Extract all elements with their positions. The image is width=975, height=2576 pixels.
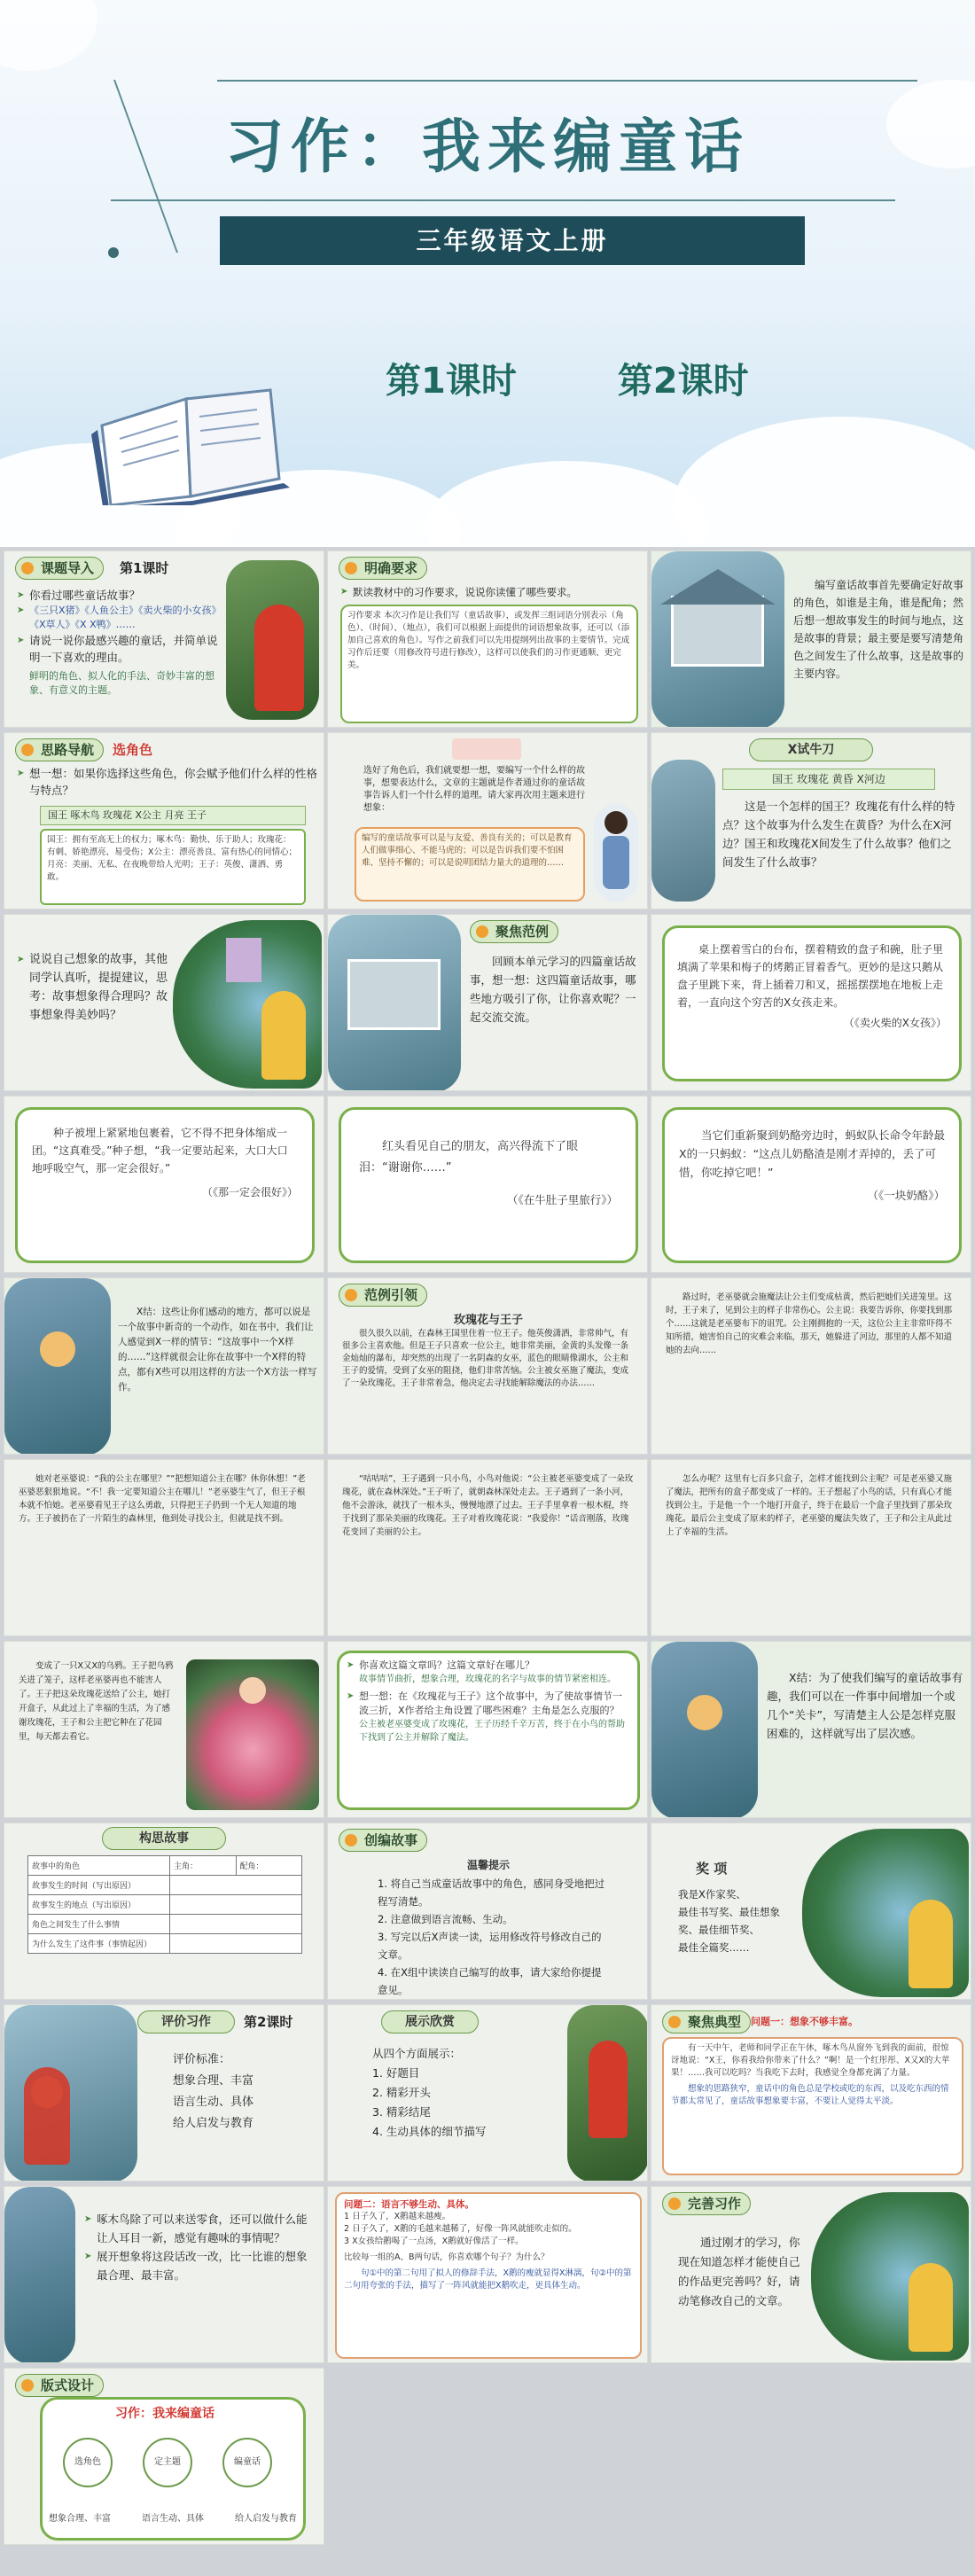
slide-excerpt-cow: [327, 1096, 648, 1273]
table-cell[interactable]: 配角：: [236, 1856, 302, 1876]
slide-try-writing: [651, 732, 971, 909]
fairy-illustration: [4, 2187, 75, 2363]
lesson-2-link[interactable]: 第2课时: [617, 361, 749, 402]
slide-story-outline: [4, 1823, 324, 2000]
excerpt-source: （《那一定会很好》）: [201, 1186, 298, 1198]
tip-item: 4. 在X组中读读自己编写的故事，请大家给你提提意见。: [378, 1966, 602, 1996]
theme-text: 选好了角色后，我们就要想一想，要编写一个什么样的故事，想要表达什么，文章的主题就是作者通过你的童话故事告诉人们一个什么样的道理。请大家再次用主题来进行想象：: [363, 766, 585, 813]
slide-tag: 课题导入: [15, 557, 104, 580]
board-label: 给人启发与教育: [235, 2514, 297, 2524]
showcase-item: 3. 精彩结尾: [372, 2105, 431, 2119]
table-cell[interactable]: [170, 1876, 302, 1895]
tip-item: 3. 写完以后X声读一读，运用修改符号修改自己的文章。: [378, 1931, 602, 1961]
slide-tag: 评价习作: [137, 2010, 235, 2033]
board-node: 选角色: [63, 2438, 113, 2487]
board-node: 编童话: [222, 2438, 272, 2487]
slide-summary-1: [4, 1277, 324, 1455]
excerpt-box: [662, 925, 962, 1081]
slide-tag: 范例引领: [339, 1284, 427, 1307]
slide-tag: 聚焦典型: [662, 2010, 751, 2033]
excerpt-text: 当它们重新聚到奶酪旁边时，蚂蚁队长命令年龄最X的一只蚂蚁：“这点儿奶酪渣是刚才弄掉的，丢了可惜，你吃掉它吧！”: [679, 1128, 946, 1179]
girl-illustration: [594, 804, 638, 902]
model-text: 她对老巫婆说：“我的公主在哪里？”“把想知道公主在哪？休你休想！”老巫婆恶狠狠地说。“不！我一定要知道公主在哪儿！”老巫婆生气了，但王子根本就不怕她。老巫婆看见王子这么勇敢，只得把王子扔到一个无人知道的地方。王子被扔在了一片陌生的森林里，他到处寻找公主，但就是找不到。: [19, 1474, 306, 1524]
cottage-illustration: [651, 551, 784, 728]
summary-text: X结：这些让你们感动的地方，都可以说是一个故事中新奇的一个动作，如在书中，我们让人感觉到X一样的情节：“这故事中一个X样的……”这样就很会让你在故事中一个X样的特点，都有X些可以用这样的方法一个X方法一样写作。: [118, 1307, 317, 1393]
slide-tag: 思路导航: [15, 738, 104, 761]
showcase-item: 4. 生动具体的细节描写: [372, 2125, 487, 2138]
model-title: 玫瑰花与王子: [453, 1314, 523, 1327]
question-text: ➤ 你看过哪些童话故事？: [17, 587, 221, 604]
slide-subtitle: 第1课时: [120, 560, 169, 576]
table-cell[interactable]: [170, 1915, 302, 1934]
board-node: 定主题: [143, 2438, 192, 2487]
board-title: 习作：我来编童话: [115, 2407, 214, 2421]
question-text: ➤ 想一想：如果你选择这些角色，你会赋予他们什么样的性格与特点？: [17, 765, 318, 799]
red-riding-hood-illustration: [226, 560, 319, 720]
problem-heading: 问题二：语言不够生动、具体。: [344, 2199, 474, 2210]
decor-line: [111, 199, 895, 201]
lesson-links: [386, 353, 838, 403]
slide-excerpt-seed: [4, 1096, 324, 1273]
role-list: 国王 啄木鸟 玫瑰花 X公主 月亮 王子: [40, 806, 306, 825]
rose-illustration: [186, 1659, 319, 1810]
slide-model-text-3: [4, 1459, 324, 1636]
problem-box: [335, 2192, 642, 2359]
slide-awards: [651, 1823, 971, 2000]
girl-cottage-illustration: [4, 2005, 137, 2182]
model-text: 变成了一只X又X的乌鸦。王子把乌鸦关进了笼子，这样老巫婆再也不能害人了。王子把这朵玫瑰花送给了公主，她打开盒子，从此过上了幸福的生活，为了感谢玫瑰花，王子和公主把它种在了花园里，每天都去看它。: [19, 1661, 174, 1742]
slide-tag: 明确要求: [339, 557, 427, 580]
slide-showcase: [327, 2004, 648, 2182]
answer-note: 故事情节曲折，想象合理，玫瑰花的名字与故事的情节紧密相连。: [359, 1674, 616, 1684]
slide-rewrite-task: [4, 2186, 324, 2363]
cloud-shape: [674, 417, 975, 547]
side-illustration: [651, 760, 715, 902]
excerpt-box: [662, 1107, 962, 1263]
table-cell: 角色之间发生了什么事情: [28, 1915, 170, 1934]
slide-lesson-intro: [4, 550, 324, 728]
criteria-heading: 评价标准：: [173, 2053, 231, 2066]
task-item: ➤ 展开想象将这段话改一改，比一比谁的想象最合理、最丰富。: [84, 2247, 315, 2284]
castle-garden-illustration: [173, 920, 322, 1089]
castle-garden-illustration: [811, 2192, 969, 2361]
slide-discuss-model: [327, 1641, 648, 1818]
cloud-shape: [0, 0, 98, 71]
castle-garden-illustration: [802, 1829, 969, 1997]
criteria-item: 语言生动、具体: [173, 2096, 254, 2109]
story-list: ➤ 《三只X猪》《人鱼公主》《卖火柴的小女孩》《X草人》《X X鸭》……: [17, 604, 221, 632]
instruction-text: ➤ 默读教材中的习作要求，说说你读懂了哪些要求。: [340, 585, 638, 599]
tip-item: 1. 将自己当成童话故事中的角色，感同身受地把过程写清楚。: [378, 1877, 605, 1908]
answer-note: 鲜明的角色、拟人化的手法、奇妙丰富的想象、有意义的主题。: [29, 670, 214, 696]
slide-story-elements: [651, 550, 971, 728]
award-item: 最佳书写奖、最佳想象奖、最佳细节奖、: [678, 1906, 780, 1936]
focus-text: 回顾本单元学习的四篇童话故事，想一想：这四篇童话故事，哪些地方吸引了你，让你喜欢呢？一起交流交流。: [470, 955, 636, 1024]
excerpt-box: [15, 1107, 315, 1263]
tip-item: 2. 注意做到语言流畅、生动。: [378, 1913, 513, 1925]
decor-dot: [108, 247, 119, 258]
role-list: 国王 玫瑰花 黄昏 X河边: [722, 769, 935, 790]
excerpt-text: 种子被埋上紧紧地包裹着，它不得不把身体缩成一团。“这真难受。”种子想，“我一定要站起来，大口大口地呼吸空气，那一定会很好。”: [32, 1127, 288, 1175]
question-text: ➤ 想一想：在《玫瑰花与王子》这个故事中，为了使故事情节一波三折，X作者给主角设置了哪些困难？主角是怎么克服的？: [347, 1690, 630, 1718]
table-cell: 故事发生的时间（写出原因）: [28, 1876, 170, 1895]
slide-subtitle: 选角色: [113, 742, 153, 758]
excerpt-source: （《在牛肚子里旅行》）: [506, 1193, 618, 1206]
criteria-item: 想象合理、丰富: [173, 2074, 254, 2088]
table-cell: 故事发生的地点（写出原因）: [28, 1895, 170, 1915]
table-cell[interactable]: 主角：: [170, 1856, 237, 1876]
question-text: ➤ 请说一说你最感兴趣的童话，并简单说明一下喜欢的理由。: [17, 632, 221, 666]
question-text: 比较每一组的A、B两句话，你喜欢哪个句子？为什么？: [344, 2252, 550, 2262]
slide-subtitle: X试牛刀: [749, 738, 873, 761]
showcase-item: 1. 好题目: [372, 2066, 420, 2080]
try-writing-text: 这是一个怎样的国王？玫瑰花有什么样的特点？这个故事为什么发生在黄昏？为什么在X河边？国王和玫瑰花X间发生了什么故事？他们之间发生了什么故事？: [722, 800, 956, 869]
role-detail-box: [40, 829, 306, 905]
lesson-1-link[interactable]: 第1课时: [386, 361, 517, 402]
slide-tag: 完善习作: [662, 2192, 751, 2215]
slide-tag: 版式设计: [15, 2374, 104, 2397]
answer-note: 句①中的第二句用了拟人的修辞手法，X鹅的瘦就显得X淋漓，句②中的第二句用夸张的手法，描写了一阵风就能把X鹅吹走，更具体生动。: [344, 2268, 632, 2291]
open-book-icon: [84, 372, 297, 505]
cover-title: 习作：我来编童话: [225, 112, 750, 181]
role-detail-text: 国王：拥有至高无上的权力；啄木鸟：勤快、乐于助人；玫瑰花：有刺、娇艳漂亮、易受伤；X公主：漂亮善良、富有热心的同情心；月亮：美丽、无私、在夜晚带给人光明；王子：英俊、潇洒、勇敢。: [47, 835, 298, 882]
slide-typical-problem-2: [327, 2186, 648, 2363]
slide-tag: 构思故事: [102, 1827, 226, 1850]
model-text: 很久很久以前，在森林王国里住着一位王子。他英俊潇洒，非常帅气，有很多公主喜欢他。但是王子只喜欢一位公主，她非常美丽，金黄的头发像一条金灿灿的瀑布，却突然的出现了一名阴森的女巫，蓝色的眼睛像湖水，公主和王子的爱情，受到了女巫的阻挠，他们非常苦恼。公主被女巫施了魔法，变成了一朵玫瑰花，王子非常着急，他决定去寻找能解除魔法的办法……: [342, 1329, 629, 1388]
model-text: “咕咕咕”，王子遇到一只小鸟，小鸟对他说：“公主被老巫婆变成了一朵玫瑰花，就在森林深处。”王子听了，就朝森林深处走去。王子遇到了一条小河，他不会游泳，就找了一根木头，慢慢地漂了过去。王子手里拿着一根木棍，终于找到了那朵美丽的玫瑰花。王子对着玫瑰花说：“我爱你！”话音刚落，玫瑰花变回了美丽的公主。: [342, 1474, 634, 1537]
outline-table: [27, 1855, 302, 1954]
board-label: 语言生动、具体: [142, 2514, 204, 2524]
table-cell: 故事中的角色: [28, 1856, 170, 1876]
table-cell: 为什么发生了这件事（事情起因）: [28, 1934, 170, 1954]
requirement-box: [340, 605, 638, 723]
red-riding-hood-illustration: [567, 2005, 648, 2182]
tips-heading: 温馨提示: [466, 1859, 510, 1871]
cloud-shape: [425, 461, 709, 547]
slide-tag: 创编故事: [339, 1829, 427, 1852]
fairy-illustration: [4, 1278, 111, 1455]
model-text: 怎么办呢？这里有七百多只盒子，怎样才能找到公主呢？可是老巫婆又施了魔法，把所有的盒子都变成了一样的。王子想起了小鸟的话，只有真心才能找到公主。于是他一个一个地打开盒子，终于在最后一个盒子里找到了那朵玫瑰花。最后公主变成了原来的样子，老巫婆的魔法失效了，王子和公主从此过上了幸福的生活。: [666, 1474, 953, 1537]
slide-excerpt-match-girl: [651, 914, 971, 1091]
improve-text: 通过刚才的学习，你现在知道怎样才能使自己的作品更完善吗？好，请动笔修改自己的文章。: [678, 2236, 800, 2307]
story-elements-text: 编写童话故事首先要确定好故事的角色，如谁是主角，谁是配角；然后想一想故事发生的时间与地点，这是故事的背景；最主要是要写清楚角色之间发生了什么故事，这是故事的主要内容。: [793, 579, 964, 680]
excerpt-source: （《一块奶酪》）: [867, 1189, 945, 1202]
awards-heading: 奖 项: [696, 1861, 728, 1877]
criteria-item: 给人启发与教育: [173, 2117, 254, 2130]
excerpt-box: [339, 1107, 638, 1263]
slide-model-text-1: [327, 1277, 648, 1455]
fairy-illustration: [651, 1642, 758, 1818]
table-cell[interactable]: [170, 1934, 302, 1954]
slide-choose-theme: [327, 732, 648, 909]
theme-example-box: [355, 827, 585, 902]
slide-improve-writing: [651, 2186, 971, 2363]
question-text: ➤ 你喜欢这篇文章吗？这篇文章好在哪儿？: [347, 1659, 630, 1673]
slide-tag: 聚焦范例: [470, 920, 558, 943]
discussion-box: [337, 1651, 640, 1810]
slide-share-story: [4, 914, 324, 1091]
task-item: ➤ 啄木鸟除了可以来送零食，还可以做什么能让人耳目一新，感觉有趣味的事情呢？: [84, 2210, 315, 2247]
slide-tag: 展示欣赏: [381, 2010, 479, 2033]
share-text: ➤ 说说自己想象的故事，其他同学认真听，提提建议，思考：故事想象得合理吗？故事想象得美妙吗？: [17, 950, 168, 1025]
award-item: 我是X作家奖、: [678, 1888, 746, 1901]
slide-model-text-6: [4, 1641, 324, 1818]
slide-choose-roles: [4, 732, 324, 909]
slide-subtitle: 第2课时: [244, 2014, 293, 2030]
slide-model-text-2: [651, 1277, 971, 1455]
slide-model-text-5: [651, 1459, 971, 1636]
problem-note: 想象的思路狭窄，童话中的角色总是学校或吃的东西，以及吃东西的情节都太常见了，童话故事想象要丰富，不要让人觉得太平淡。: [671, 2084, 949, 2106]
theme-example-text: 编写的童话故事可以是与友爱、善良有关的；可以是教育人们做事细心、不能马虎的；可以是告诉我们要不怕困难、坚持不懈的；可以是说明团结力量大的道理的……: [362, 833, 573, 868]
slide-board-design: [4, 2368, 324, 2545]
slide-evaluate: [4, 2004, 324, 2182]
showcase-heading: 从四个方面展示：: [372, 2047, 462, 2060]
sentence-item: 2 日子久了，X鹅的毛越来越稀了，好像一阵风就能吹走似的。: [344, 2224, 577, 2234]
answer-note: 公主被老巫婆变成了玫瑰花，王子历经千辛万苦，终于在小鸟的帮助下找到了公主并解除了魔法。: [359, 1720, 625, 1743]
slide-excerpt-cheese: [651, 1096, 971, 1273]
cottage-illustration: [328, 915, 461, 1091]
showcase-item: 2. 精彩开头: [372, 2086, 431, 2099]
slide-requirements: [327, 550, 648, 728]
board-label: 想象合理、丰富: [49, 2514, 111, 2524]
slide-typical-problem-1: [651, 2004, 971, 2182]
slide-focus-examples: [327, 914, 648, 1091]
problem-text: 有一天中午，老师和同学正在午休，啄木鸟从窗外飞到我的面前，很惊讶地说：“X王，你看我给你带来了什么？”啊！是一个红彤彤、X又X的大苹果！……我可以吃吗？当我吃下去时，我感觉全身都充满了力量。: [671, 2043, 950, 2078]
table-cell[interactable]: [170, 1895, 302, 1915]
slide-subtitle: 问题一：想象不够丰富。: [751, 2016, 858, 2027]
model-text: 路过时，老巫婆就会施魔法让公主们变成枯黄，然后把她们关进笼里。这时，王子来了，见到公主的样子非常伤心。公主说：我要告诉你，你要找到那个……这就是老巫婆布下的诅咒。公主刚拥抱的一天，这位公主主非常吓得不知所措，她害怕自己的灾难会来临，那天，她躲进了河边，那里的人都不知道她的去向……: [666, 1292, 953, 1355]
slide-create-story: [327, 1823, 648, 2000]
excerpt-text: 红头看见自己的朋友，高兴得流下了眼泪：“谢谢你……”: [359, 1140, 579, 1175]
excerpt-source: （《卖火柴的X女孩》）: [843, 1017, 947, 1029]
cover-slide: [0, 0, 975, 547]
slide-model-text-4: [327, 1459, 648, 1636]
excerpt-text: 桌上摆着雪白的台布，摆着精致的盘子和碗，肚子里填满了苹果和梅子的烤鹅正冒着香气。更妙的是这只鹅从盘子里跳下来，背上插着刀和叉，摇摇摆摆地在地板上走着，一直向这个穷苦的X女孩走来。: [677, 943, 944, 1009]
problem-box: [662, 2037, 963, 2175]
requirement-text: 习作要求 本次习作是让我们写（童话故事），或发挥三组词语分别表示（角色）、（时间）、（地点），我们可以根据上面提供的词语想象故事，还可以（添加自己喜欢的角色）。写作之前我们可以先用提纲列出故事的主要情节。完成习作后还要（用修改符号进行修改），这样可以使我们的习作更通顺、更完美。: [347, 611, 630, 670]
sentence-item: 3 X女孩给鹅喝了一点汤，X鹅就好像活了一样。: [344, 2236, 524, 2246]
award-item: 最佳全篇奖……: [678, 1941, 750, 1954]
sentence-item: 1 日子久了，X鹅越来越瘦。: [344, 2212, 451, 2221]
grade-band: 三年级语文上册: [220, 216, 805, 265]
summary-text: X结：为了使我们编写的童话故事有趣，我们可以在一件事中间增加一个或几个“关卡”，写清楚主人公是怎样克服困难的，这样就写出了层次感。: [767, 1671, 963, 1740]
slide-summary-2: [651, 1641, 971, 1818]
